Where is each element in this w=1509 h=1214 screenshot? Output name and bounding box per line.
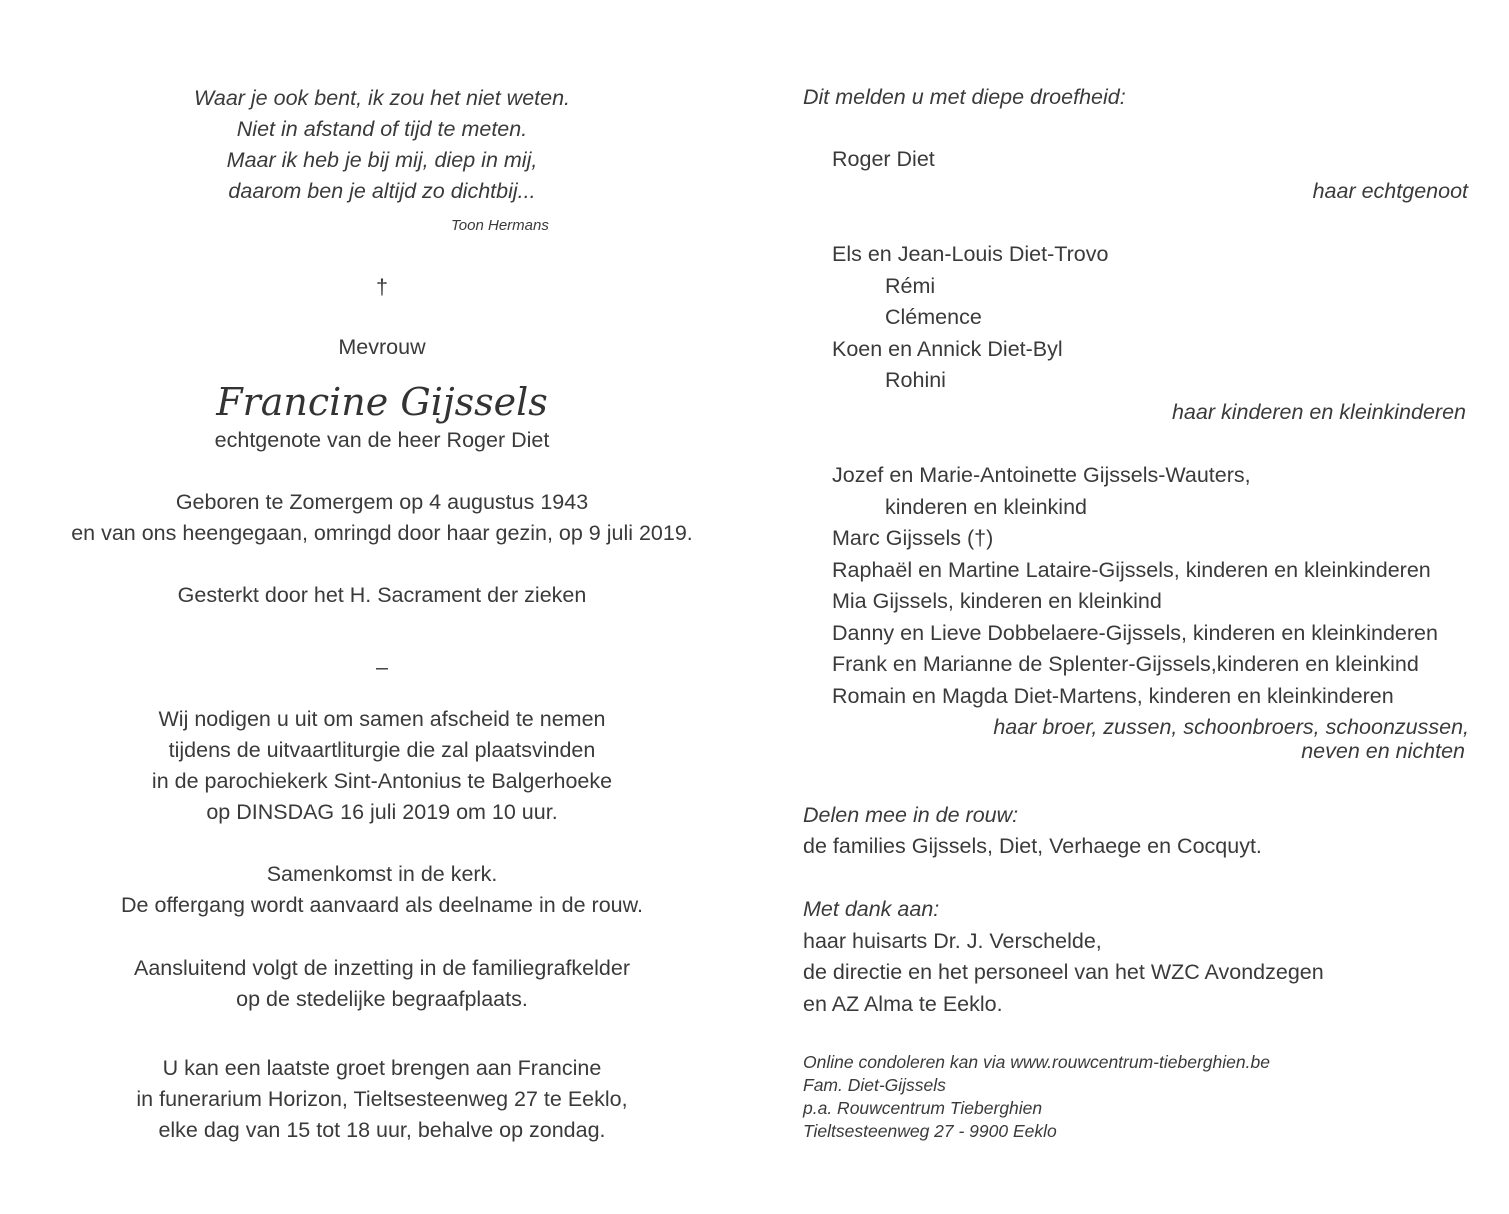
sibling-line-5: Danny en Lieve Dobbelaere-Gijssels, kinderen en kleinkinderen [832, 621, 1438, 645]
poem-line-2: Niet in afstand of tijd te meten. [236, 117, 528, 141]
poem-author: Toon Hermans [451, 217, 549, 234]
grandchild-line-2: Clémence [885, 305, 982, 329]
sibling-line-1b: kinderen en kleinkind [885, 495, 1087, 519]
sibling-line-1: Jozef en Marie-Antoinette Gijssels-Wauters, [832, 463, 1251, 487]
sibling-line-7: Romain en Magda Diet-Martens, kinderen en kleinkinderen [832, 684, 1394, 708]
grandchild-line-3: Rohini [885, 368, 946, 392]
burial-line-2: op de stedelijke begraafplaats. [236, 987, 528, 1011]
cross-symbol: † [376, 275, 388, 299]
deceased-name: Francine Gijssels [216, 380, 548, 424]
birth-line-2: en van ons heengegaan, omringd door haar gezin, op 9 juli 2019. [71, 521, 693, 545]
burial-line-1: Aansluitend volgt de inzetting in de familiegrafkelder [134, 956, 630, 980]
grandchild-line-1: Rémi [885, 274, 936, 298]
footer-line-1: Online condoleren kan via www.rouwcentrum-tieberghien.be [803, 1052, 1270, 1072]
spouse-role: haar echtgenoot [1312, 179, 1468, 203]
footer-line-4: Tieltsesteenweg 27 - 9900 Eeklo [803, 1121, 1057, 1141]
thanks-line-3: en AZ Alma te Eeklo. [803, 992, 1003, 1016]
funeral-line-1: Wij nodigen u uit om samen afscheid te nemen [158, 707, 606, 731]
child-line-1: Els en Jean-Louis Diet-Trovo [832, 242, 1109, 266]
share-heading: Delen mee in de rouw: [803, 803, 1019, 827]
birth-line-1: Geboren te Zomergem op 4 augustus 1943 [175, 490, 589, 514]
sibling-line-4: Mia Gijssels, kinderen en kleinkind [832, 589, 1162, 613]
visit-line-2: in funerarium Horizon, Tieltsesteenweg 27 te Eeklo, [136, 1087, 628, 1111]
visit-line-3: elke dag van 15 tot 18 uur, behalve op zondag. [158, 1118, 606, 1142]
spouse-name: Roger Diet [832, 147, 935, 171]
sacrament-line: Gesterkt door het H. Sacrament der zieken [177, 583, 587, 607]
sibling-line-6: Frank en Marianne de Splenter-Gijssels,kinderen en kleinkind [832, 652, 1419, 676]
funeral-line-3: in de parochiekerk Sint-Antonius te Balgerhoeke [151, 769, 613, 793]
gathering-line-1: Samenkomst in de kerk. [266, 862, 498, 886]
thanks-line-1: haar huisarts Dr. J. Verschelde, [803, 929, 1102, 953]
salutation: Mevrouw [338, 335, 426, 359]
gathering-line-2: De offergang wordt aanvaard als deelname in de rouw. [121, 893, 643, 917]
children-role: haar kinderen en kleinkinderen [1171, 400, 1466, 424]
footer-line-3: p.a. Rouwcentrum Tieberghien [803, 1098, 1043, 1118]
funeral-line-2: tijdens de uitvaartliturgie die zal plaatsvinden [168, 738, 596, 762]
sibling-line-3: Raphaël en Martine Lataire-Gijssels, kinderen en kleinkinderen [832, 558, 1431, 582]
poem-line-4: daarom ben je altijd zo dichtbij... [228, 179, 536, 203]
visit-line-1: U kan een laatste groet brengen aan Francine [162, 1056, 602, 1080]
spouse-line: echtgenote van de heer Roger Diet [214, 428, 550, 452]
siblings-role-1: haar broer, zussen, schoonbroers, schoonzussen, [993, 715, 1469, 739]
poem-line-3: Maar ik heb je bij mij, diep in mij, [226, 148, 538, 172]
sibling-line-2: Marc Gijssels (†) [832, 526, 994, 550]
thanks-line-2: de directie en het personeel van het WZC Avondzegen [803, 960, 1324, 984]
separator-dash: – [376, 655, 388, 679]
poem-line-1: Waar je ook bent, ik zou het niet weten. [193, 86, 571, 110]
intro-heading: Dit melden u met diepe droefheid: [803, 85, 1126, 109]
child-line-2: Koen en Annick Diet-Byl [832, 337, 1063, 361]
thanks-heading: Met dank aan: [803, 897, 940, 921]
share-text: de families Gijssels, Diet, Verhaege en Cocquyt. [803, 834, 1262, 858]
siblings-role-2: neven en nichten [1301, 739, 1465, 763]
funeral-line-4: op DINSDAG 16 juli 2019 om 10 uur. [206, 800, 558, 824]
footer-line-2: Fam. Diet-Gijssels [803, 1075, 946, 1095]
